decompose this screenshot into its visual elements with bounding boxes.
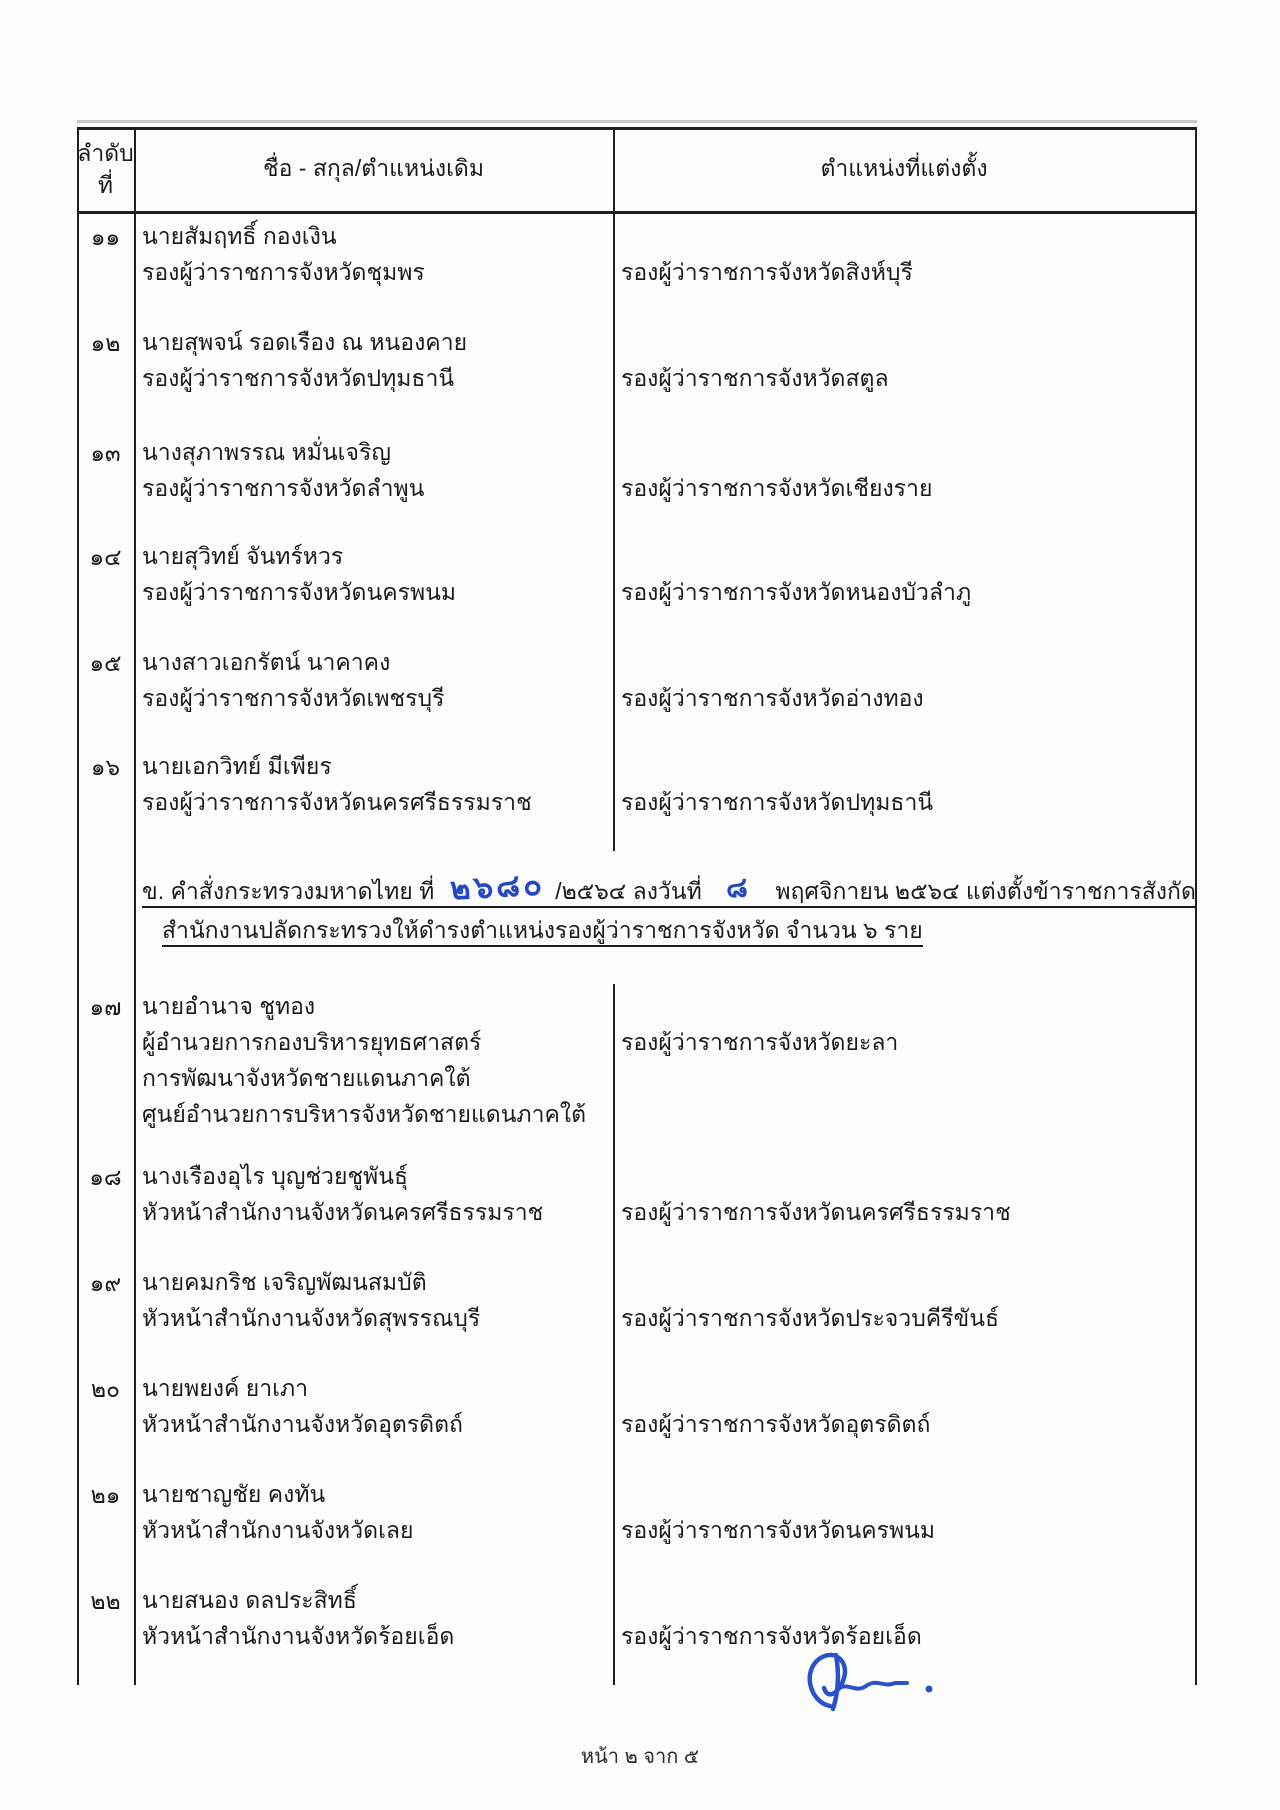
row-number: ๒๒ (90, 1588, 121, 1614)
page-number-footer: หน้า ๒ จาก ๕ (580, 1746, 700, 1768)
person-name: นายชาญชัย คงทัน (142, 1481, 326, 1507)
former-position-line: หัวหน้าสำนักงานจังหวัดร้อยเอ็ด (142, 1623, 455, 1649)
appointed-position: รองผู้ว่าราชการจังหวัดนครพนม (621, 1517, 936, 1543)
row-name-and-former-position (142, 988, 607, 1132)
person-name: นายคมกริช เจริญพัฒนสมบัติ (142, 1269, 427, 1295)
person-name: นายพยงค์ ยาเภา (142, 1375, 309, 1401)
table-row (77, 640, 1197, 744)
former-position-line: รองผู้ว่าราชการจังหวัดชุมพร (142, 259, 425, 285)
table-body-lower (77, 984, 1197, 1678)
handwritten-order-number: ๒๖๘๐ (449, 866, 547, 907)
scan-artifact-line (77, 120, 1197, 123)
appointed-position: รองผู้ว่าราชการจังหวัดสตูล (621, 365, 889, 391)
table-row (77, 744, 1197, 850)
table-row (77, 534, 1197, 640)
former-position-line: รองผู้ว่าราชการจังหวัดลำพูน (142, 475, 425, 501)
row-number: ๑๘ (89, 1164, 122, 1190)
former-position-line: รองผู้ว่าราชการจังหวัดปทุมธานี (142, 365, 455, 391)
column-header-position: ตำแหน่งที่แต่งตั้ง (820, 155, 988, 181)
row-name-and-former-position (142, 1582, 607, 1654)
row-name-and-former-position (142, 324, 607, 396)
section-b-mid: /๒๕๖๔ ลงวันที่ (555, 878, 702, 904)
table-row (77, 320, 1197, 430)
former-position-line: ผู้อำนวยการกองบริหารยุทธศาสตร์ (142, 1029, 482, 1055)
table-row (77, 1578, 1197, 1678)
table-row (77, 430, 1197, 534)
table-row (77, 984, 1197, 1154)
row-number: ๒๑ (90, 1482, 121, 1508)
person-name: นางสาวเอกรัตน์ นาคาคง (142, 649, 391, 675)
former-position-line: รองผู้ว่าราชการจังหวัดเพชรบุรี (142, 685, 445, 711)
section-b-line2-underlined: สำนักงานปลัดกระทรวงให้ดำรงตำแหน่งรองผู้ว่าราชการจังหวัด จำนวน ๖ ราย (162, 917, 923, 947)
person-name: นายสุวิทย์ จันทร์หวร (142, 543, 344, 569)
former-position-line: รองผู้ว่าราชการจังหวัดนครพนม (142, 579, 457, 605)
row-number: ๒๐ (90, 1376, 121, 1402)
former-position-line: ศูนย์อำนวยการบริหารจังหวัดชายแดนภาคใต้ (142, 1101, 587, 1127)
former-position-line: หัวหน้าสำนักงานจังหวัดอุตรดิตถ์ (142, 1411, 463, 1437)
table-row (77, 1366, 1197, 1472)
table-row (77, 1472, 1197, 1578)
section-b-tail: พฤศจิกายน ๒๕๖๔ แต่งตั้งข้าราชการสังกัด (775, 878, 1196, 904)
appointed-position: รองผู้ว่าราชการจังหวัดอุตรดิตถ์ (621, 1411, 931, 1437)
section-b-line1 (142, 866, 1197, 911)
appointed-position: รองผู้ว่าราชการจังหวัดหนองบัวลำภู (621, 579, 972, 605)
row-name-and-former-position (142, 1476, 607, 1548)
former-position-line: รองผู้ว่าราชการจังหวัดนครศรีธรรมราช (142, 789, 532, 815)
appointed-position: รองผู้ว่าราชการจังหวัดเชียงราย (621, 475, 933, 501)
row-number: ๑๔ (89, 544, 122, 570)
row-name-and-former-position (142, 218, 607, 290)
section-b-line2 (162, 911, 1197, 950)
person-name: นายอำนาจ ชูทอง (142, 993, 316, 1019)
appointed-position: รองผู้ว่าราชการจังหวัดอ่างทอง (621, 685, 924, 711)
former-position-line: หัวหน้าสำนักงานจังหวัดสุพรรณบุรี (142, 1305, 481, 1331)
row-number: ๑๓ (90, 440, 121, 466)
appointed-position: รองผู้ว่าราชการจังหวัดนครศรีธรรมราช (621, 1199, 1011, 1225)
appointed-position: รองผู้ว่าราชการจังหวัดประจวบคีรีขันธ์ (621, 1305, 1000, 1331)
row-name-and-former-position (142, 434, 607, 506)
column-header-no-line1: ลำดับ (77, 140, 134, 166)
section-b-heading (77, 850, 1197, 984)
row-name-and-former-position (142, 748, 607, 820)
appointed-position: รองผู้ว่าราชการจังหวัดร้อยเอ็ด (621, 1623, 922, 1649)
person-name: นายสนอง ดลประสิทธิ์ (142, 1587, 357, 1613)
column-header-name: ชื่อ - สกุล/ตำแหน่งเดิม (262, 155, 485, 181)
signature-ink-dot (926, 1686, 933, 1693)
row-number: ๑๒ (90, 330, 121, 356)
handwritten-day-number: ๘ (724, 871, 749, 904)
former-position-line: การพัฒนาจังหวัดชายแดนภาคใต้ (142, 1065, 471, 1091)
column-header-no-line2: ที่ (97, 172, 114, 198)
row-name-and-former-position (142, 1264, 607, 1336)
table-row (77, 1154, 1197, 1260)
appointment-table (77, 127, 1197, 1685)
person-name: นายสุพจน์ รอดเรือง ณ หนองคาย (142, 329, 468, 355)
person-name: นางเรืองอุไร บุญช่วยชูพันธุ์ (142, 1163, 408, 1189)
row-number: ๑๕ (89, 650, 122, 676)
appointed-position: รองผู้ว่าราชการจังหวัดปทุมธานี (621, 789, 934, 815)
section-b-lead: ข. คำสั่งกระทรวงมหาดไทย ที่ (142, 878, 435, 904)
row-name-and-former-position (142, 1370, 607, 1442)
column-header-no (77, 127, 134, 211)
person-name: นายสัมฤทธิ์ กองเงิน (142, 223, 337, 249)
former-position-line: หัวหน้าสำนักงานจังหวัดเลย (142, 1517, 414, 1543)
table-body (77, 214, 1197, 1678)
row-number: ๑๙ (89, 1270, 122, 1296)
table-body-upper (77, 214, 1197, 850)
row-name-and-former-position (142, 1158, 607, 1230)
row-number: ๑๖ (90, 754, 121, 780)
appointed-position: รองผู้ว่าราชการจังหวัดสิงห์บุรี (621, 259, 913, 285)
row-name-and-former-position (142, 644, 607, 716)
table-row (77, 214, 1197, 320)
row-number: ๑๑ (90, 224, 121, 250)
row-name-and-former-position (142, 538, 607, 610)
row-number: ๑๗ (89, 994, 122, 1020)
person-name: นางสุภาพรรณ หมั่นเจริญ (142, 439, 391, 465)
person-name: นายเอกวิทย์ มีเพียร (142, 753, 332, 779)
table-row (77, 1260, 1197, 1366)
former-position-line: หัวหน้าสำนักงานจังหวัดนครศรีธรรมราช (142, 1199, 544, 1225)
signature-scribble (796, 1648, 946, 1718)
section-b-line1-underlined (142, 866, 1196, 908)
appointed-position: รองผู้ว่าราชการจังหวัดยะลา (621, 1029, 899, 1055)
